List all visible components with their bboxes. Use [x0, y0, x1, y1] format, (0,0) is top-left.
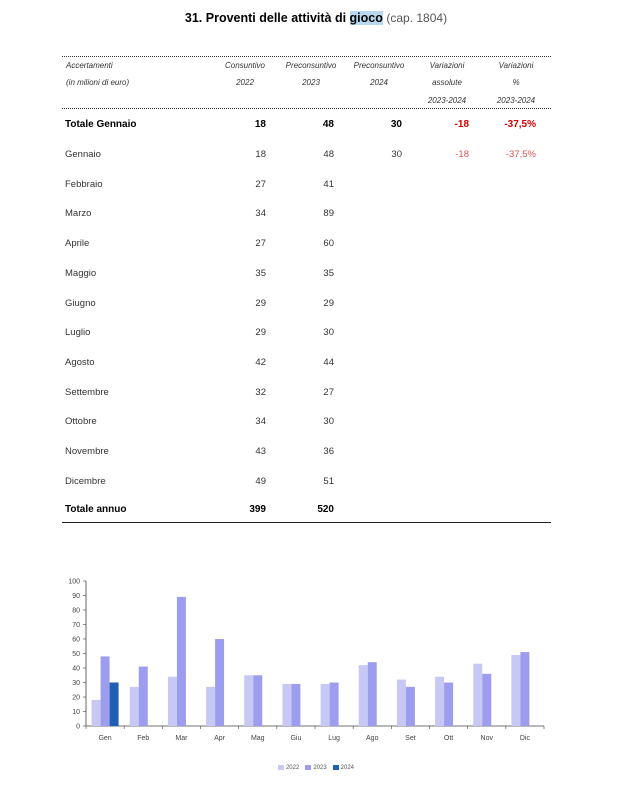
cell-2023: 27 [323, 386, 334, 398]
y-tick-label: 40 [72, 665, 80, 673]
cell-2024: 30 [390, 119, 402, 130]
bar-2022-Mag [244, 675, 253, 726]
table-row [62, 357, 551, 371]
bar-2023-Nov [482, 674, 491, 726]
row-label: Totale annuo [65, 504, 127, 515]
x-tick-label: Gen [98, 735, 112, 742]
cell-2023: 60 [323, 238, 334, 250]
y-tick-label: 80 [72, 607, 80, 615]
row-label: Giugno [65, 297, 96, 309]
bar-2023-Giu [291, 684, 300, 726]
y-tick-label: 100 [68, 578, 80, 586]
bar-2022-Ott [435, 677, 444, 726]
cell-2023: 520 [317, 504, 334, 515]
legend-label: 2023 [313, 765, 327, 772]
cell-2022: 27 [255, 178, 266, 190]
bar-2023-Ott [444, 683, 453, 727]
bar-2022-Feb [130, 687, 139, 726]
cell-2023: 30 [323, 327, 334, 339]
cell-2022: 399 [249, 504, 266, 515]
row-label: Agosto [65, 356, 95, 368]
bar-2023-Dic [520, 652, 529, 726]
row-label: Totale Gennaio [65, 119, 137, 130]
x-tick-label: Apr [214, 735, 226, 742]
cell-2022: 49 [255, 475, 266, 487]
row-label: Febbraio [65, 178, 103, 190]
x-tick-label: Feb [137, 735, 150, 742]
bar-2022-Set [397, 680, 406, 726]
x-tick-label: Giu [290, 735, 302, 742]
header-col2-line1: Preconsuntivo [285, 61, 337, 70]
header-label-2: (in milioni di euro) [66, 78, 130, 87]
cell-var-abs: -18 [454, 119, 469, 130]
x-tick-label: Ago [366, 735, 379, 742]
legend-swatch [278, 765, 284, 770]
monthly-bar-chart [50, 572, 550, 750]
cell-var-pct: -37,5% [505, 149, 536, 160]
bar-2024-Gen [110, 683, 119, 727]
x-tick-label: Dic [519, 735, 530, 742]
header-col2-line2: 2023 [302, 78, 320, 87]
cell-2022: 18 [255, 149, 266, 160]
table-row [62, 446, 551, 460]
title-main: 31. Proventi delle attività di [184, 11, 350, 25]
bar-2023-Apr [215, 639, 224, 726]
header-label-1: Accertamenti [66, 61, 113, 70]
row-label: Dicembre [65, 475, 106, 487]
title-highlight: gioco [349, 11, 383, 25]
bar-2022-Giu [282, 684, 291, 726]
y-tick-label: 60 [72, 636, 80, 644]
table-row [62, 179, 551, 193]
cell-2023: 29 [323, 297, 334, 309]
cell-2022: 29 [255, 297, 266, 309]
legend-label: 2022 [285, 765, 300, 772]
page-title [0, 11, 632, 25]
row-label: Aprile [65, 238, 90, 250]
table-row [62, 208, 551, 222]
table-row [62, 149, 551, 163]
x-tick-label: Mar [175, 735, 188, 742]
chart-legend [0, 765, 632, 771]
row-label: Marzo [65, 208, 92, 220]
cell-2023: 35 [323, 267, 334, 279]
y-tick-label: 90 [72, 593, 80, 600]
row-label: Ottobre [65, 416, 97, 428]
x-tick-label: Ott [443, 735, 454, 742]
cell-2022: 42 [255, 356, 266, 368]
header-col1-line1: Consuntivo [224, 61, 266, 70]
cell-var-pct: -37,5% [504, 119, 536, 130]
y-tick-label: 20 [72, 694, 80, 702]
table-row [62, 238, 551, 252]
legend-item-2024 [333, 765, 354, 771]
y-tick-label: 50 [72, 651, 80, 658]
cell-2023: 36 [323, 446, 334, 457]
table-row [62, 298, 551, 312]
bar-2023-Mag [253, 675, 262, 726]
cell-2022: 43 [255, 446, 266, 457]
cell-2023: 48 [322, 119, 334, 130]
header-col5-line1: Variazioni [498, 61, 534, 70]
cell-2023: 89 [323, 208, 334, 220]
header-col3-line2: 2024 [370, 78, 388, 87]
row-label: Luglio [65, 327, 91, 339]
table-bottom-rule [62, 522, 551, 523]
legend-swatch [333, 765, 339, 770]
bar-2022-Ago [359, 665, 368, 726]
x-tick-label: Nov [480, 735, 493, 742]
table-row [62, 387, 551, 401]
cell-2022: 34 [255, 416, 266, 428]
legend-item-2022 [278, 765, 299, 771]
legend-label: 2024 [340, 765, 355, 772]
table-row [62, 476, 551, 490]
cell-2023: 51 [323, 475, 334, 487]
row-label: Novembre [65, 446, 109, 457]
table-row [62, 416, 551, 430]
cell-var-abs: -18 [455, 149, 469, 160]
table-row [62, 268, 551, 282]
header-col3-line1: Preconsuntivo [353, 61, 405, 70]
bar-2023-Mar [177, 597, 186, 726]
cell-2022: 35 [255, 267, 266, 279]
bar-2023-Set [406, 687, 415, 726]
legend-swatch [305, 765, 311, 770]
totale-gennaio-row [62, 119, 551, 133]
bar-2022-Apr [206, 687, 215, 726]
cell-2023: 30 [323, 416, 334, 428]
totale-annuo-row [62, 504, 551, 518]
y-tick-label: 10 [72, 709, 80, 716]
x-tick-label: Set [405, 735, 416, 742]
y-tick-label: 30 [72, 680, 80, 687]
bar-2023-Ago [368, 662, 377, 726]
cell-2022: 27 [255, 238, 266, 250]
header-col1-line2: 2022 [236, 78, 254, 87]
bar-2022-Dic [511, 655, 520, 726]
legend-item-2023 [305, 765, 326, 771]
bar-2023-Gen [101, 656, 110, 726]
cell-2024: 30 [391, 149, 402, 160]
cell-2023: 48 [323, 149, 334, 160]
cell-2022: 29 [255, 327, 266, 339]
cell-2022: 32 [255, 386, 266, 398]
bar-2022-Lug [321, 684, 330, 726]
header-col5-line2: % [512, 78, 520, 87]
table-row [62, 327, 551, 341]
header-col4-line1: Variazioni [429, 61, 465, 70]
bar-2023-Feb [139, 667, 148, 726]
bar-2022-Gen [92, 700, 101, 726]
header-col4-line2: assolute [432, 78, 462, 87]
x-tick-label: Lug [328, 735, 340, 742]
bar-2023-Lug [330, 683, 339, 727]
y-tick-label: 0 [76, 723, 80, 731]
x-tick-label: Mag [250, 735, 265, 742]
bar-2022-Nov [473, 664, 482, 726]
cell-2023: 44 [323, 356, 334, 368]
cell-2022: 18 [254, 119, 266, 130]
row-label: Maggio [65, 267, 97, 279]
cell-2023: 41 [323, 178, 334, 190]
cell-2022: 34 [255, 208, 266, 220]
header-col4-line3: 2023-2024 [427, 96, 467, 105]
row-label: Settembre [65, 386, 109, 398]
title-subtitle: (cap. 1804) [386, 11, 448, 25]
bar-2022-Mar [168, 677, 177, 726]
y-tick-label: 70 [72, 622, 80, 629]
row-label: Gennaio [65, 149, 101, 160]
header-bottom-rule [62, 108, 551, 109]
table-top-rule [62, 56, 551, 57]
header-col5-line3: 2023-2024 [496, 96, 536, 105]
